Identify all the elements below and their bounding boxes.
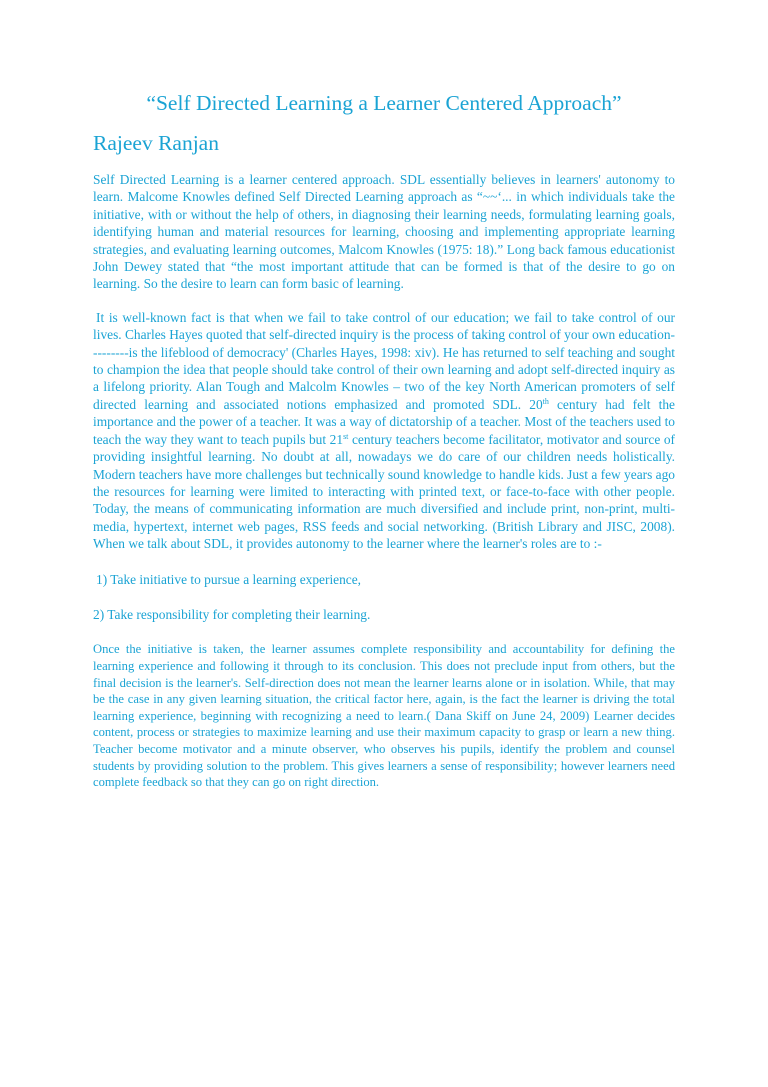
document-title: “Self Directed Learning a Learner Centered Approach” (146, 91, 622, 115)
paragraph-control-text-3: century teachers become facilitator, motivator and source of providing insightful learning. No doubt at all, nowadays we do care of our children needs holistically. Modern teachers have more challenges but technically sound knowledge to handle kids. Just a few years ago the resources for learning were limited to interacting with printed text, or face-to-face with other people. Today, the means of communicating information are much diversified and include print, non-print, multi-media, hypertext, internet web pages, RSS feeds and social networking. (British Library and JISC, 2008). When we talk about SDL, it provides autonomy to the learner where the learner's roles are to :- (93, 431, 675, 552)
superscript-st: st (343, 431, 349, 441)
paragraph-intro: Self Directed Learning is a learner centered approach. SDL essentially believes in learners' autonomy to learn. Malcome Knowles defined Self Directed Learning approach as “~~‘... in which individuals take the initiative, with or without the help of others, in diagnosing their learning needs, formulating learning goals, identifying human and material resources for learning, choosing and implementing appropriate learning strategies, and evaluating learning outcomes, Malcom Knowles (1975: 18).” Long back famous educationist John Dewey stated that “the most important attitude that can be formed is that of the desire to go on learning. So the desire to learn can form basic of learning. (93, 172, 675, 292)
document-page (93, 88, 675, 791)
list-item-initiative: 1) Take initiative to pursue a learning experience, (96, 571, 362, 587)
author-name: Rajeev Ranjan (93, 131, 219, 155)
paragraph-control-text-1: It is well-known fact is that when we fail to take control of our education; we fail to take control of our lives. Charles Hayes quoted that self-directed inquiry is the process of taking control of your own education---------is the lifeblood of democracy' (Charles Hayes, 1998: xiv). He has returned to self teaching and sought to champion the idea that people should take control of their own learning and adopt self-directed inquiry as a lifelong priority. Alan Tough and Malcolm Knowles – two of the key North American promoters of self directed learning and associated notions emphasized and promoted SDL. 20 (93, 309, 675, 412)
paragraph-control-text-2: century had felt the importance and the power of a teacher. It was a way of dictatorship of a teacher. Most of the teachers used to teach the way they want to teach pupils but 21 (93, 396, 675, 447)
list-item-responsibility: 2) Take responsibility for completing their learning. (93, 606, 371, 622)
paragraph-conclusion: Once the initiative is taken, the learner assumes complete responsibility and accountability for defining the learning experience and following it through to its conclusion. This does not preclude input from others, but the final decision is the learner's. Self-direction does not mean the learner learns alone or in isolation. While, that may be the case in any given learning situation, the critical factor here, again, is the fact the learner is driving the total learning experience, beginning with recognizing a need to learn.( Dana Skiff on June 24, 2009) Learner decides content, process or strategies to maximize learning and use their maximum capacity to grasp or learn a new thing. Teacher become motivator and a minute observer, who observes his pupils, identify the problem and counsel students by providing solution to the problem. This gives learners a sense of responsibility; however learners need complete feedback so that they can go on right direction. (93, 642, 675, 790)
paragraph-control (93, 309, 675, 553)
superscript-th: th (542, 396, 549, 406)
